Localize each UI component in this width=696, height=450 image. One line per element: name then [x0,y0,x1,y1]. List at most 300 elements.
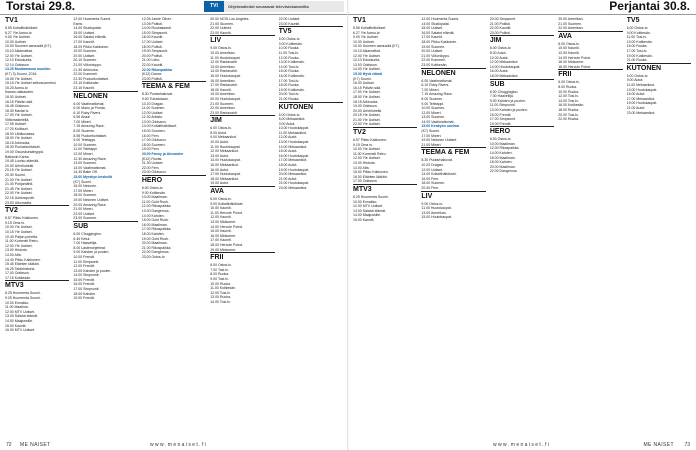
page-number: 73 [684,442,690,448]
program-line: 11.00 Teletappi. [73,147,98,152]
program-line: 22.00 Amerikan. [210,106,236,111]
program-line: 17.00 Oddsson. [141,138,167,143]
program-line: 6.00 Ostos-tv. [210,126,232,131]
program-line: 16.00 Kotikesän. [558,103,585,108]
program-line: 21.30 Uutiset. [141,161,164,166]
program-line: 12.00 Mixeri. [73,152,94,157]
program-line: 21.00 Ruoka. [278,96,300,101]
channel-heading: TEEMA & FEM [421,147,485,157]
listing-column [558,17,622,438]
brand-bar [204,1,344,12]
program-line: 23.00 Oddsson. [141,170,167,175]
program-line: 16.00 Autot. [489,69,509,74]
program-line: 18.00 Mekaanikot. [489,73,519,78]
program-line: 10.40 Paljon puhetta. [5,234,39,239]
program-line: 6.00 Manu ja Ponda. [73,106,106,111]
program-line: 10.00 Ruoka. [558,89,580,94]
program-line: 17.00 Huutokaupat. [210,172,241,177]
program-line: 11.00 Maailma. [5,305,29,310]
program-line: 18.00 Lähikuvassa. [5,131,36,136]
program-line: 19.00 Autot. [210,181,229,186]
program-line: 6.55 Ahaa! [73,115,91,120]
program-line: 17.15 Kotikesän. [5,275,32,280]
program-line: 9.00 Kahden ja puolen. [73,250,110,255]
program-line: 12.00 Mekaanikot. [489,60,519,65]
program-line: 12.00 Yle Uutiset. [353,53,381,58]
program-highlight: 15.00 Myrskyn keskellä [73,175,112,179]
channel-heading: NELONEN [73,91,137,101]
program-line: 17.00 Mekaanikot. [278,158,308,163]
program-line: 16.15 Päivän sää. [353,85,382,90]
channel-heading: FRII [210,252,274,262]
program-line: 15.00 Ruoka. [278,69,300,74]
program-line: 12.00 Yle Uutiset. [5,53,33,58]
channel-heading: TEEMA & FEM [142,81,206,91]
program-line: 6.00 Ostos-tv. [558,80,580,85]
program-line: 20.00 Poliisit. [141,53,163,58]
program-line: 13.00 Autot. [210,153,229,158]
program-line: 17.00 Mekaanikot. [626,96,656,101]
program-line: 9.00 Autot. [626,78,644,83]
program-line: 10.00 Suomen aamusää (KT). [5,44,52,49]
channel-heading: HERO [490,126,554,136]
program-line: 8.55 Puoluekohtaiset. [73,133,108,138]
program-line: 9.15 Oma tv. [5,220,25,225]
program-highlight: 22.00 Rikospaikka [141,67,172,72]
program-line: 17.05 Uutiset. [5,122,27,127]
program-line: 23.00 Kauniit. [210,30,232,35]
program-line: 7.00 Mixeri. [73,119,92,124]
program-line: Esms. [73,21,84,26]
program-line: 16.00 Maailman. [489,155,516,160]
program-line: 14.00 Kahden. [141,213,165,218]
program-line: 23.00 Suomen. [73,216,98,221]
program-line: 19.00 Frendit. [489,121,512,126]
program-line: 10.00 Ruoka. [278,46,300,51]
program-line: 21.45 Yle Uutiset. [5,186,33,191]
program-line: 21.00 Viikonloppu. [421,53,451,58]
channel-heading: TV5 [279,26,343,36]
program-line: 17.00 Rantavahti. [210,83,238,88]
program-line: 18.15 Arkiruoka. [353,99,379,104]
program-line: 16.25 Taidehistoria. [5,266,36,271]
program-line: 10.00 Kauniit. [558,46,580,51]
program-line: 11.00 Simpsonit. [73,259,100,264]
program-line: 10.00 Ruoka. [210,281,232,286]
channel-heading: LIV [210,35,274,45]
program-line: 10.20 Dragan. [141,101,164,106]
program-line: 14.00 Kotiaifinäkökset. [141,124,178,129]
program-line: 17.00 Yle Uutiset. [5,113,33,118]
program-line: 17.00 Kauniit. [421,35,443,40]
program-line: 22.00 Dangerous. [141,250,170,255]
program-line: 20.00 Amazing Race. [73,202,107,207]
program-line: 18.00 Pikku Kakkonen. [421,39,458,44]
program-line: 14.00 Huutokaupat. [489,64,521,69]
program-line: 9.25 Huomenta Suomi. [5,296,41,301]
program-line: 9.00 Yle Uutiset. [353,35,379,40]
program-line: 8.00 Mekaanikot. [278,117,306,122]
program-line: 17.00 Simpsonit. [489,117,516,122]
program-line: 22.00 Kauniit. [489,26,512,31]
channel-heading: SUB [490,79,554,89]
program-line: 6.00 Ostos-tv. [489,137,512,142]
program-line: 12.00 Mekaanikot. [210,149,239,154]
program-line: 9.00 Kotikesän. [626,30,651,35]
program-line: 12.00 Huomenta Suomi. [421,17,460,21]
program-line: 14.40 Pikku Kakkonen. [5,257,41,262]
program-line: 19.00 Nelonen Uutiset. [421,138,458,143]
program-line: 17.00 Oddsson. [353,179,378,184]
program-line: 12.00 Yle Uutiset. [5,243,33,248]
program-line: 9.00 Tutustutaan. [141,96,169,101]
program-line: 17.00 Rikospaikka. [141,227,172,232]
program-line: 13.00 Historia. [353,161,376,166]
page-number: 72 [6,442,12,448]
program-line: 14.00 Mekaanikot. [278,144,308,149]
program-line: 18.00 Mekaanikot. [210,176,239,181]
program-line: 21.00 Viikonloppu. [73,62,103,67]
program-line: 16.00 Fem. [421,176,440,181]
program-line: 9.00 Teletappi. [421,101,445,106]
program-line: 6.57 Pikku Kakkonen. [5,216,39,221]
listing-column [421,17,485,438]
program-line: 21.00 Lebo. [141,58,161,63]
program-line: 11.00 Hercule Poirot. [210,210,243,215]
program-line: 10.00 Autot. [489,55,509,60]
program-line: 13.00 Huutokaupat. [626,87,658,92]
program-line: 20.00 Huutokaupat. [210,96,241,101]
program-line: 17.00 Tosi-tv. [278,78,300,83]
program-line: 18.00 Kahden. [73,291,97,296]
program-line: 7.00 Haaveilija. [73,241,98,246]
magazine-url: w w w . m e n a i s e t . f i [493,442,549,448]
listing-column [142,17,206,438]
listing-column [279,17,343,438]
program-line: 14.00 Huutokaupat. [210,158,241,163]
program-line: 9.00 Mekaanikot. [210,135,237,140]
program-line: 22.00 Kummeli. [73,72,98,77]
program-line: 7.15 Amazing Race. [421,92,453,97]
program-line: 21.00 Autot. [278,176,298,181]
program-line: 11.00 Tosi-tv. [626,35,647,40]
program-line: 13.00 Suomen. [421,115,446,120]
program-line: 9.00 Kotikesän. [278,41,303,46]
program-line: 8.00 Autot. [210,130,227,135]
program-line: 15.00 Suomen. [141,129,166,134]
program-line: 12.10 Eduskunta. [353,58,381,63]
channel-heading: KUTONEN [627,63,691,73]
program-line: 18.00 Ruoka. [558,107,580,112]
page-footer [0,440,348,450]
program-line: 15.00 Kauniit. [5,323,27,328]
channel-heading: MTV3 [353,184,417,194]
program-line: 12.00 Kauniit. [558,50,580,55]
program-line: 16.00 Fem. [141,133,160,138]
program-line: 10.00 Yle Uutiset. [353,147,381,152]
program-line: 12.14 Oddsson. [5,62,30,67]
program-line: 12.00 Uutiset. [421,167,444,172]
program-line: 10.00 Maailman. [141,195,168,200]
program-line: 13.00 Huutokaupat. [278,140,310,145]
program-line: 12.00 Yle Uutiset. [353,156,381,161]
program-line: (K12) Dance. [141,72,163,77]
program-line: 14.00 Tosi-tv. [558,98,579,103]
program-line: 18.30 Puoluekohtaiset. [5,145,41,150]
program-line: 15.00 Gold Rush. [141,218,170,223]
channel-heading: AVA [210,186,274,196]
program-line: 8.00 Ruoka. [558,84,578,89]
program-line: 23.00 Mekaanikot. [626,110,656,115]
program-line: 19.00 Suomen. [421,44,446,49]
program-line: 20.00 Tosi-tv. [278,92,300,97]
program-line: (K12) Ruotsi. [141,156,163,161]
program-line: 13.00 Oddsson. [353,62,378,67]
program-line: 22.00 Fem. [141,165,160,170]
program-line: 22.00 Amerikan. [558,26,584,31]
program-line: 16.15 Päivän sää. [5,99,34,104]
date-heading: Perjantai 30.8. [609,0,690,13]
program-line: 15.00 Frendit. [489,112,512,117]
program-line: 6.00 Ostos-tv. [278,37,301,42]
program-line: 15.00 Kauniit. [210,229,232,234]
program-line: 19.00 Huutokaupat. [278,167,310,172]
program-line: 20.00 Urheiluhetki. [353,108,383,113]
program-line: 10.00 Suomen aamusää (KT). [353,44,400,49]
program-line: 21.00 Ruoka. [626,58,648,63]
program-line: 17.00 Kauniit. [73,39,95,44]
program-line: 15.00 Autot. [278,149,298,154]
channel-heading: JIM [210,115,274,125]
program-line: 6.00 Ostos-tv. [626,73,649,78]
program-line: 16.00 Salatut elämät. [421,30,455,35]
program-line: 23.00 Kotikesän. [421,62,448,67]
program-line: 16.00 Nelonen. [73,184,98,189]
program-line: 6.00 Ostos-tv. [210,263,232,268]
program-line: 19.00 Osuuskuntahyppä. [5,150,44,155]
program-line: 10.10 Aikamatkat. [353,48,381,53]
program-line: 14.00 Alfa. [353,165,370,170]
program-line: 18.00 Kahden. [141,231,165,236]
program-line: 14.00 Tosi-tv. [278,64,300,69]
program-line: 21.00 Suomen. [210,21,234,26]
program-line: 12.30 Arkisto. [141,115,164,120]
program-line: 16.00 Eläinten lääkäri. [353,174,388,179]
program-line: 17.00 Mixeri. [421,133,442,138]
channel-heading: LIV [421,191,485,201]
program-line: Ihanan rakkauden. [5,90,34,95]
program-line: 11.00 Simpsonit. [489,103,516,108]
program-line: 6.00 Ostos-tv. [141,186,164,190]
program-line: 12.00 Tosi-tv. [558,94,579,99]
program-line: 10.00 Huutokaupat. [278,126,310,131]
program-line: 6.00 Chuggington. [73,231,103,236]
program-line: 18.00 Hercule Poirot. [558,64,592,69]
program-line: 21.00 Yle Uutiset. [353,117,381,122]
program-line: 10.00 Maailman. [489,141,516,146]
program-line: 7.00 Mixeri. [421,87,440,92]
program-line: 13.00 Amerikan. [210,64,236,69]
program-line: 22.00 Uutiset. [210,26,232,31]
program-line: 16.00 Salatut elämät. [73,35,107,40]
program-line: 9.00 Autot. [278,121,296,126]
program-line: 10.00 Uutiset. [5,39,27,44]
program-line: 22.15 Uutisraportti. [5,195,35,200]
program-line: 20.00 Uutiset. [421,49,444,54]
program-line: 23.00 Kauniit. [278,21,301,26]
program-line: 21.00 Mixeri. [421,142,442,147]
program-line: 22.00 Ruoka. [558,117,580,122]
program-line: 6.00 Ostos-tv. [278,112,301,117]
program-line: 12.00 Kauniit. [210,215,232,220]
program-line: 18.00 Suomen. [421,181,446,186]
program-line: 10.00 Uutiset. [353,39,375,44]
program-line: 13.00 Kotikesän. [278,60,305,65]
program-line: 13.00 Suomen. [73,161,98,166]
program-line: 14.00 Simpsonit. [73,273,100,278]
program-line: 20.10 Suomen. [73,58,98,63]
program-line: 21.00 Rikospaikka. [141,245,172,250]
program-line: 14.00 Vaatimattomat. [73,165,107,170]
program-line: 18.00 Poliisit. [141,44,163,49]
magazine-name: ME NAISET [20,442,51,448]
program-line: 17.00 Tosi-tv. [626,48,648,53]
program-line: 9.00 Ostos-tv. [421,201,443,206]
program-line: 12.00 Rikospaikka. [489,146,520,151]
program-line: 14.00 Alfa. [5,252,22,257]
program-line: 6.00 Ostos-tv. [558,41,580,46]
listing-columns [5,17,343,438]
program-line: 15.00 Uutiset. [73,30,96,35]
program-line: 10.10 Aikamatkat. [5,48,33,53]
program-line: 15.00 Frendit. [73,277,96,282]
program-line: 11.00 Kummeli Retro. [353,151,387,156]
program-line: 11.00 Tosi-tv. [278,50,299,55]
program-line: 16.00 Kotikesän. [278,73,305,78]
program-line: 14.00 Ruokakassit. [141,26,172,31]
program-line: 14.00 Studiopalat. [421,21,450,26]
channel-heading: SUB [73,221,137,231]
program-line: 19.00 Frendit. [73,296,96,301]
program-line: Viittomakielellä. [5,117,30,122]
program-line: 13.00 Historia. [5,248,28,253]
program-line: 8.00 Ruoka. [210,272,230,277]
program-line: 22.30 Puoluekohtaiset. [73,76,110,81]
program-line: 23.00 Ulkomailta. [5,200,33,205]
program-line: 15.00 Huutokaupat. [421,215,452,220]
program-line: 17.00 Uutiset. [141,39,164,44]
program-line: 22.00 Yle Uutiset. [5,191,33,196]
program-line: 14.00 Kahden. [489,151,513,156]
program-line: 17.00 Yle Uutiset. [353,90,381,95]
program-line: 21.30 Pohjantähti. [5,182,34,187]
program-line: 12.00 Huomenta Suomi. [73,17,112,21]
program-line: 9.00 Yle Uutiset. [5,35,31,40]
channel-heading: JIM [490,35,554,45]
program-line: 15.45 Eläinten lääkäri. [5,262,40,267]
program-line: 13.00 Kahden ja puolen. [489,107,528,112]
program-line: 12.00 MTV Uutiset. [5,309,35,314]
program-line: 19.00 Kotikesän. [626,53,653,58]
program-line: 12.00 Uutiset. [141,110,164,115]
program-line: 16.00 Midsomer. [558,60,585,65]
program-line: 23.15 Kotikesän. [73,81,100,86]
program-line: 9.00 Kotiaifinäkökset. [210,201,244,206]
program-line: 19.00 Kotikesän. [278,87,305,92]
magazine-url: w w w . m e n a i s e t . f i [150,442,206,448]
program-line: 6.25 Huomenta Suomi. [5,291,41,296]
program-line: 23.00 Rantavahti. [210,110,238,115]
brand-logo: TVI [204,1,224,12]
program-line: 12.00 Mixeri. [421,110,442,115]
program-highlight: 15.00 Hyvä elämä [353,71,382,76]
program-line: 12.00 Frendit. [73,264,96,269]
program-line: 20.00 NCIS Los Angeles. [210,17,250,21]
program-line: 14.30 Bake Off. [73,170,98,175]
program-line: 17.00 Oddsson. [5,271,30,276]
program-line: 18.15 Arkiruoka. [5,140,31,145]
program-line: 19.00 Midsomer. [210,247,237,252]
program-line: 13.00 Salatut elämät. [5,314,39,319]
program-line: 16.00 Midsomer. [210,233,237,238]
program-line: 13.00 Kotikesän. [626,39,653,44]
program-line: (K7) 3) Suomi, 2016. [5,71,38,76]
program-line: 12.00 Rantavahti. [210,60,238,65]
program-line: 21.30 Arkiruoka. [73,67,99,72]
program-line: 20.00 Amerikan. [558,17,584,21]
program-line: 14.00 Hercule Poirot. [558,55,592,60]
program-line: 21.00 Poliisit. [489,21,511,26]
program-line: 19.00 Huutokaupat. [626,101,658,106]
program-line: 19.00 Oddsson. [353,104,378,109]
program-line: 20.30 Suomi. [5,173,26,177]
channel-heading: TV1 [5,17,18,24]
program-line: 17.00 Kauniit. [210,238,232,243]
program-line: 14.00 Kotiaifinäkökset. [421,172,457,177]
program-line: 10.15 Yle Uutiset. [5,229,33,234]
program-line: 23.00 Ostos-tv. [141,254,166,259]
program-line: 18.00 Yle Uutiset. [353,94,381,99]
program-line: 6.00 Ostos-tv. [626,26,649,30]
program-line: 10.00 Suomen. [421,106,446,111]
program-line: (K7) Suomi. [421,129,440,134]
program-line: 12.05 Jamie Oliver. [141,17,172,21]
listing-column [627,17,691,438]
listing-column [353,17,417,438]
program-line: 23.00 Mekaanikot. [278,186,308,190]
program-line: 15.00 Uutiset. [421,26,444,31]
program-line: 13.00 Ruoka. [210,295,232,300]
program-line: 21.00 Autot. [626,105,646,110]
page-header [348,0,696,15]
program-line: 22.00 Uutiset. [278,17,301,21]
program-line: 10.00 Frendit. [73,254,96,259]
program-line: 8.00 Autot. [489,50,507,55]
program-line: 14.00 Tosi-tv. [210,299,231,304]
program-line: 11.00 Huutokaupat. [210,55,241,60]
program-line: 20.00 Maailman. [489,164,516,169]
program-line: 11.00 Huutokaupat. [421,206,452,211]
program-line: 13.05 Poliisit. [141,21,163,26]
listing-column [73,17,137,438]
program-line: 8.00 Suomen. [421,96,444,101]
program-line: 22.00 Uutiset. [73,211,96,216]
program-line: 14.00 Yle Uutiset. [353,67,381,72]
magazine-name: ME NAISET [643,442,674,448]
program-line: 19.00 Simpsonit. [141,49,168,54]
program-line: 12.30 Amazing Race. [73,156,107,161]
program-line: 9.00 Kahden ja puolen. [489,98,526,103]
